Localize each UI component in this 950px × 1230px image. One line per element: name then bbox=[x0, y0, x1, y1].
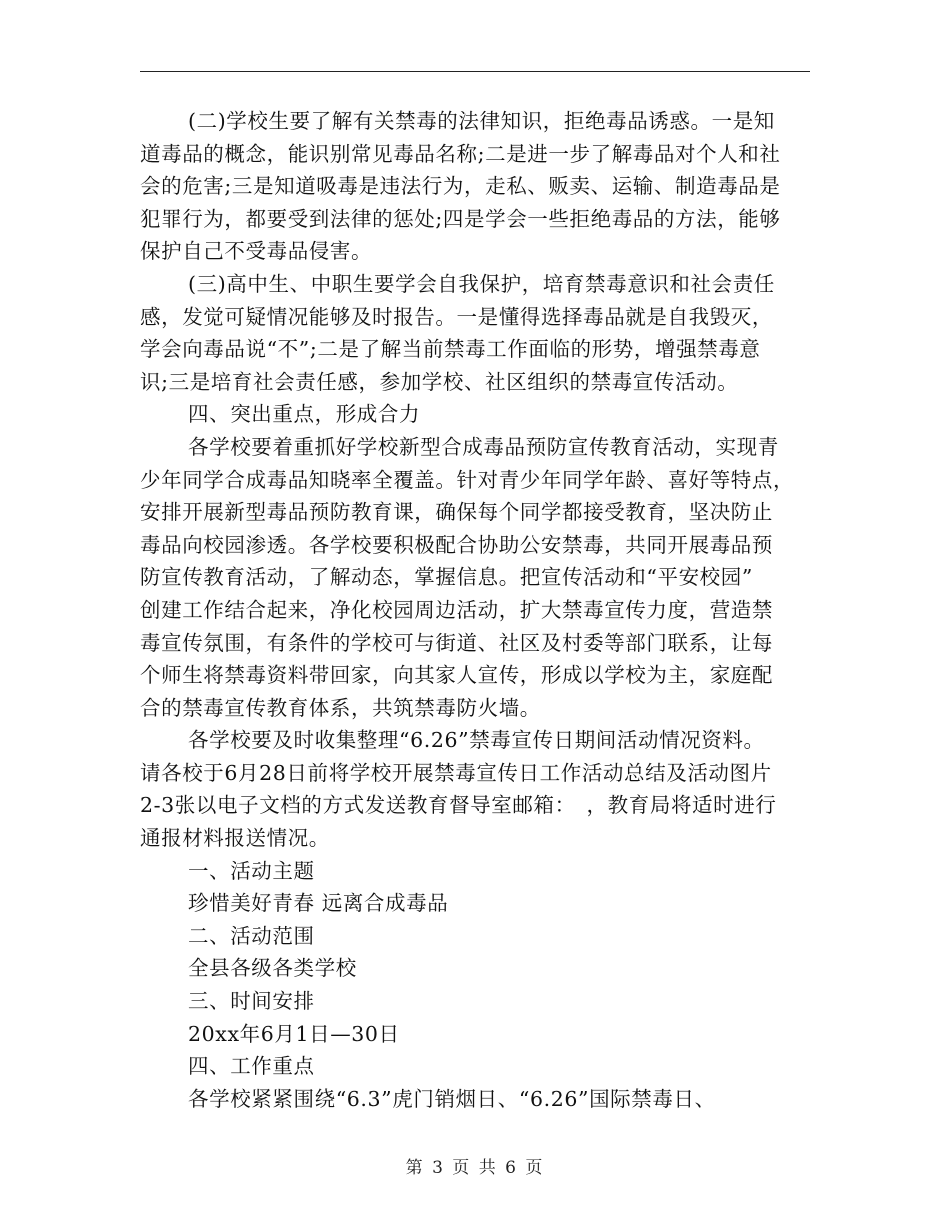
text-line: 一、活动主题 bbox=[188, 858, 315, 883]
text-line: 感，发觉可疑情况能够及时报告。一是懂得选择毒品就是自我毁灭， bbox=[140, 304, 773, 329]
text-line: 各学校要着重抓好学校新型合成毒品预防宣传教育活动，实现青 bbox=[188, 434, 779, 459]
text-line: 会的危害;三是知道吸毒是违法行为，走私、贩卖、运输、制造毒品是 bbox=[140, 174, 781, 199]
text-line: 少年同学合成毒品知晓率全覆盖。针对青少年同学年龄、喜好等特点， bbox=[140, 467, 795, 492]
text-line: 安排开展新型毒品预防教育课，确保每个同学都接受教育，坚决防止 bbox=[140, 500, 773, 525]
text-line: 2-3张以电子文档的方式发送教育督导室邮箱： ，教育局将适时进行 bbox=[140, 793, 777, 818]
text-line: 四、突出重点，形成合力 bbox=[188, 402, 421, 427]
page-footer: 第 3 页 共 6 页 bbox=[405, 1158, 545, 1178]
text-line: (二)学校生要了解有关禁毒的法律知识，拒绝毒品诱惑。一是知 bbox=[188, 109, 775, 133]
text-line: 各学校紧紧围绕“6.3”虎门销烟日、“6.26”国际禁毒日、 bbox=[188, 1086, 716, 1111]
text-line: 珍惜美好青春 远离合成毒品 bbox=[188, 891, 449, 916]
text-line: 防宣传教育活动，了解动态，掌握信息。把宣传活动和“平安校园” bbox=[140, 565, 753, 590]
text-line: 各学校要及时收集整理“6.26”禁毒宣传日期间活动情况资料。 bbox=[188, 728, 765, 753]
text-line: 二、活动范围 bbox=[188, 923, 315, 948]
text-line: 犯罪行为，都要受到法律的惩处;四是学会一些拒绝毒品的方法，能够 bbox=[140, 206, 781, 231]
text-line: 合的禁毒宣传教育体系，共筑禁毒防火墙。 bbox=[140, 695, 541, 720]
text-line: 保护自己不受毒品侵害。 bbox=[140, 239, 373, 264]
text-line: 毒品向校园渗透。各学校要积极配合协助公安禁毒，共同开展毒品预 bbox=[140, 532, 773, 557]
text-line: 创建工作结合起来，净化校园周边活动，扩大禁毒宣传力度，营造禁 bbox=[140, 597, 773, 622]
text-line: 通报材料报送情况。 bbox=[140, 826, 330, 851]
text-line: 全县各级各类学校 bbox=[188, 956, 357, 981]
text-line: 学会向毒品说“不”;二是了解当前禁毒工作面临的形势，增强禁毒意 bbox=[140, 337, 761, 362]
header-rule bbox=[140, 71, 810, 72]
text-line: 道毒品的概念，能识别常见毒品名称;二是进一步了解毒品对个人和社 bbox=[140, 141, 781, 166]
document-body bbox=[140, 105, 820, 1115]
text-line: (三)高中生、中职生要学会自我保护，培育禁毒意识和社会责任 bbox=[188, 271, 775, 296]
text-line: 20xx年6月1日—30日 bbox=[188, 1021, 400, 1046]
text-line: 毒宣传氛围，有条件的学校可与街道、社区及村委等部门联系，让每 bbox=[140, 630, 773, 655]
text-line: 四、工作重点 bbox=[188, 1054, 315, 1079]
text-line: 三、时间安排 bbox=[188, 989, 315, 1014]
text-line: 识;三是培育社会责任感，参加学校、社区组织的禁毒宣传活动。 bbox=[140, 369, 739, 394]
text-line: 请各校于6月28日前将学校开展禁毒宣传日工作活动总结及活动图片 bbox=[140, 760, 772, 785]
text-line: 个师生将禁毒资料带回家，向其家人宣传，形成以学校为主，家庭配 bbox=[140, 663, 773, 688]
